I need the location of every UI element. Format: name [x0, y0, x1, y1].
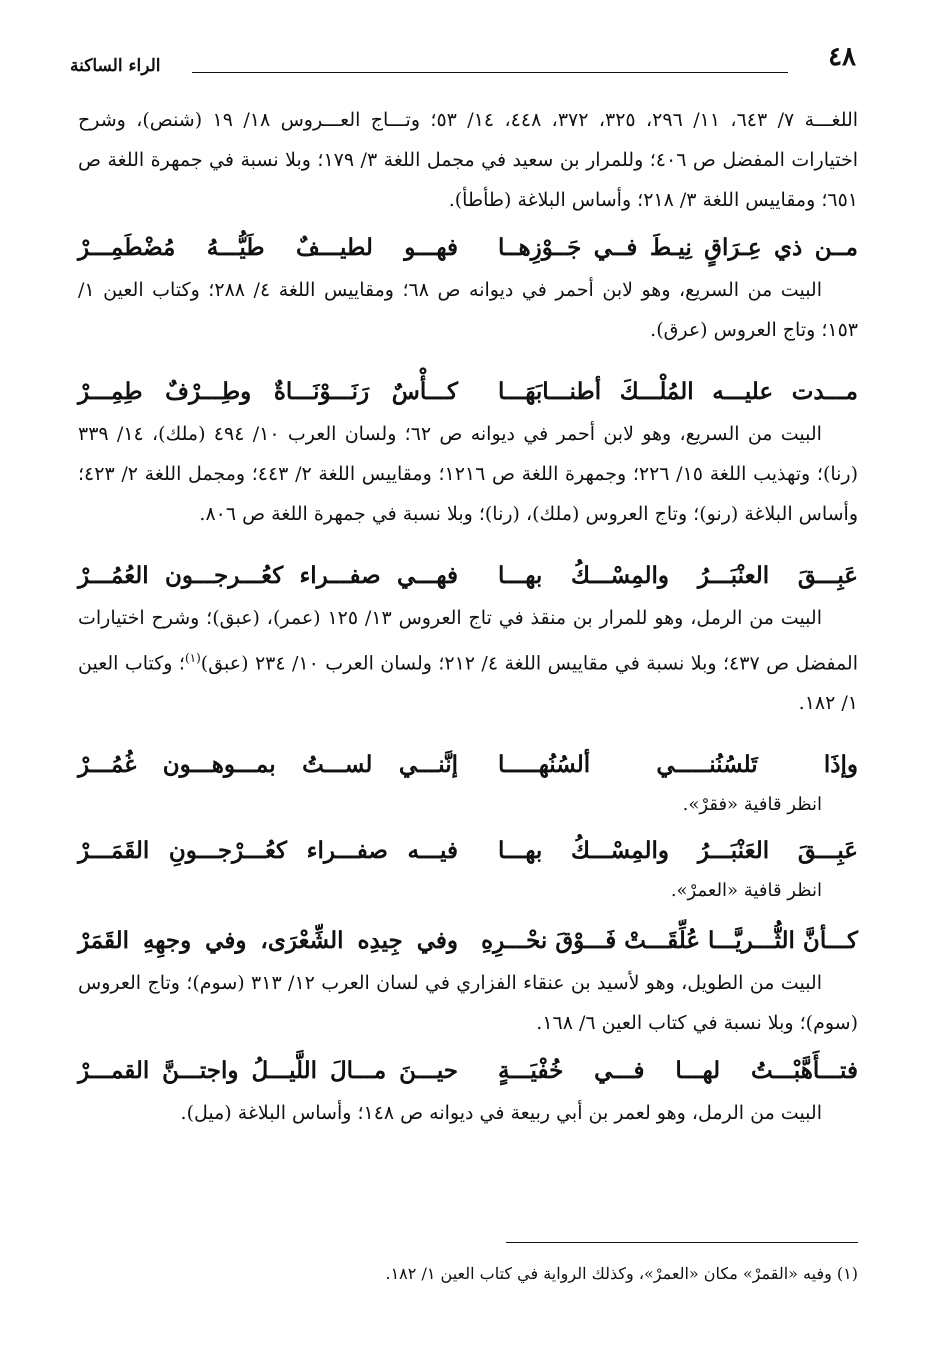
- verse-line: [78, 226, 858, 270]
- cross-reference: انظر قافية «العمرْ».: [670, 880, 822, 902]
- verse-first-hemistich: عَبِـــقَ العَنْبَـــرُ والمِسْـــكُ بهـــا: [498, 837, 858, 865]
- footnote: (١) وفيه «القمرْ» مكان «العمرْ»، وكذلك الرواية في كتاب العين ١/ ١٨٢.: [385, 1264, 858, 1283]
- verse-first-hemistich: مــن ذي عِـرَاقٍ نِيـطَ فــي جَــوْزِهــا: [498, 234, 858, 261]
- verse-first-hemistich: مـــدت عليـــه المُلْـــكَ أطنـــابَهَـــا: [498, 378, 858, 405]
- verse-second-hemistich: وفي جِيدِه الشِّعْرَى، وفي وجهِهِ القَمَرْ: [78, 927, 458, 955]
- footnote-rule: [506, 1242, 858, 1243]
- spacer: [78, 723, 858, 737]
- spacer: [78, 534, 858, 548]
- verse-second-hemistich: فيـــه صفـــراء كعُـــرْجـــونِ القَمَـــرْ: [78, 837, 458, 865]
- page-number: ٤٨: [828, 42, 856, 72]
- intro-paragraph: اللغـــة ٧/ ٦٤٣، ١١/ ٢٩٦، ٣٢٥، ٣٧٢، ٤٤٨، ١٤/ ٥٣؛ وتـــاج العـــروس ١٨/ ١٩ (شنص)، وشرح اختيارات المفضل ص ٤٠٦؛ وللمرار بن سعيد في مجمل اللغة ٣/ ١٧٩؛ وبلا نسبة في جمهرة اللغة ص ٦٥١؛ ومقاييس اللغة ٣/ ٢١٨؛ وأساس البلاغة (طأطأ).: [78, 109, 859, 211]
- verse-note: البيت من الرمل، وهو لعمر بن أبي ربيعة في ديوانه ص ١٤٨؛ وأساس البلاغة (ميل).: [180, 1102, 822, 1125]
- verse-note: البيت من السريع، وهو لابن أحمر في ديوانه ص ٦٨؛ ومقاييس اللغة ٤/ ٢٨٨؛ وكتاب العين ١/ ١٥٣؛ وتاج العروس (عرق).: [78, 279, 858, 341]
- verse-second-hemistich: كـــأْسٌ رَنَـــوْنَـــاةٌ وطِـــرْفٌ طِمِـــرْ: [78, 378, 458, 405]
- verse-line: [78, 554, 858, 598]
- verse-note-main: البيت من الرمل، وهو للمرار بن منقذ في تاج العروس ١٣/ ١٢٥ (عمر)، (عبق)؛ وشرح اختيارات المفضل ص ٤٣٧؛ وبلا نسبة في مقاييس اللغة ٤/ ٢١٢؛ ولسان العرب ١٠/ ٢٣٤ (عبق): [78, 607, 858, 675]
- verse-line: [78, 1049, 858, 1093]
- verse-note: البيت من الطويل، وهو لأسيد بن عنقاء الفزاري في لسان العرب ١٢/ ٣١٣ (سوم)؛ وتاج العروس (سوم)؛ وبلا نسبة في كتاب العين ٦/ ١٦٨.: [78, 972, 858, 1035]
- footnote-marker: (١): [184, 651, 201, 665]
- spacer: [78, 909, 858, 913]
- verse-first-hemistich: وإذَا تَلسُنُنـــــي ألسُنُهـــــا: [498, 751, 858, 779]
- verse-line: [78, 919, 858, 963]
- verse-line: [78, 829, 858, 873]
- running-title: الراء الساكنة: [70, 56, 161, 76]
- page-header: [70, 42, 856, 82]
- verse-second-hemistich: إنَّنـــي لســـتُ بمـــوهـــون غُمُـــرْ: [78, 751, 458, 779]
- verse-note: البيت من السريع، وهو لابن أحمر في ديوانه ص ٦٢؛ ولسان العرب ١٠/ ٤٩٤ (ملك)، ١٤/ ٣٣٩ (رنا)؛ وتهذيب اللغة ١٥/ ٢٢٦؛ وجمهرة اللغة ص ١٢١٦؛ ومقاييس اللغة ٢/ ٤٤٣؛ ومجمل اللغة ٢/ ٤٢٣؛ وأساس البلاغة (رنو)؛ وتاج العروس (ملك)، (رنا)؛ وبلا نسبة في جمهرة اللغة ص ٨٠٦.: [78, 423, 859, 525]
- header-rule: [192, 72, 788, 73]
- verse-first-hemistich: عَبِـــقَ العنْبَـــرُ والمِسْـــكُ بهـــا: [498, 562, 858, 589]
- spacer: [78, 350, 858, 364]
- verse-note-tail: ؛ وكتاب العين ١/ ١٨٢.: [78, 652, 858, 715]
- verse-second-hemistich: فهـــو لطيـــفٌ طَيُّـــهُ مُضْطَمِـــرْ: [78, 234, 458, 261]
- cross-reference: انظر قافية «فقرْ».: [682, 794, 822, 816]
- page-body: [78, 100, 858, 1133]
- verse-line: [78, 743, 858, 787]
- verse-first-hemistich: كـــأنَّ الثُّـــريَّـــا عُلِّقَـــتْ فَـــوْقَ نحْـــرِهِ: [481, 927, 858, 955]
- verse-line: [78, 370, 858, 414]
- verse-second-hemistich: فهـــي صفـــراء كعُـــرجـــون العُمُـــرْ: [78, 562, 458, 589]
- verse-second-hemistich: حيـــنَ مـــالَ اللَّيـــلُ واجتـــنَّ القمـــرْ: [78, 1057, 458, 1085]
- verse-first-hemistich: فتـــأَهَّبْـــتُ لهـــا فـــي خُفْيَـــةٍ: [498, 1057, 858, 1085]
- verse-note: [78, 598, 858, 723]
